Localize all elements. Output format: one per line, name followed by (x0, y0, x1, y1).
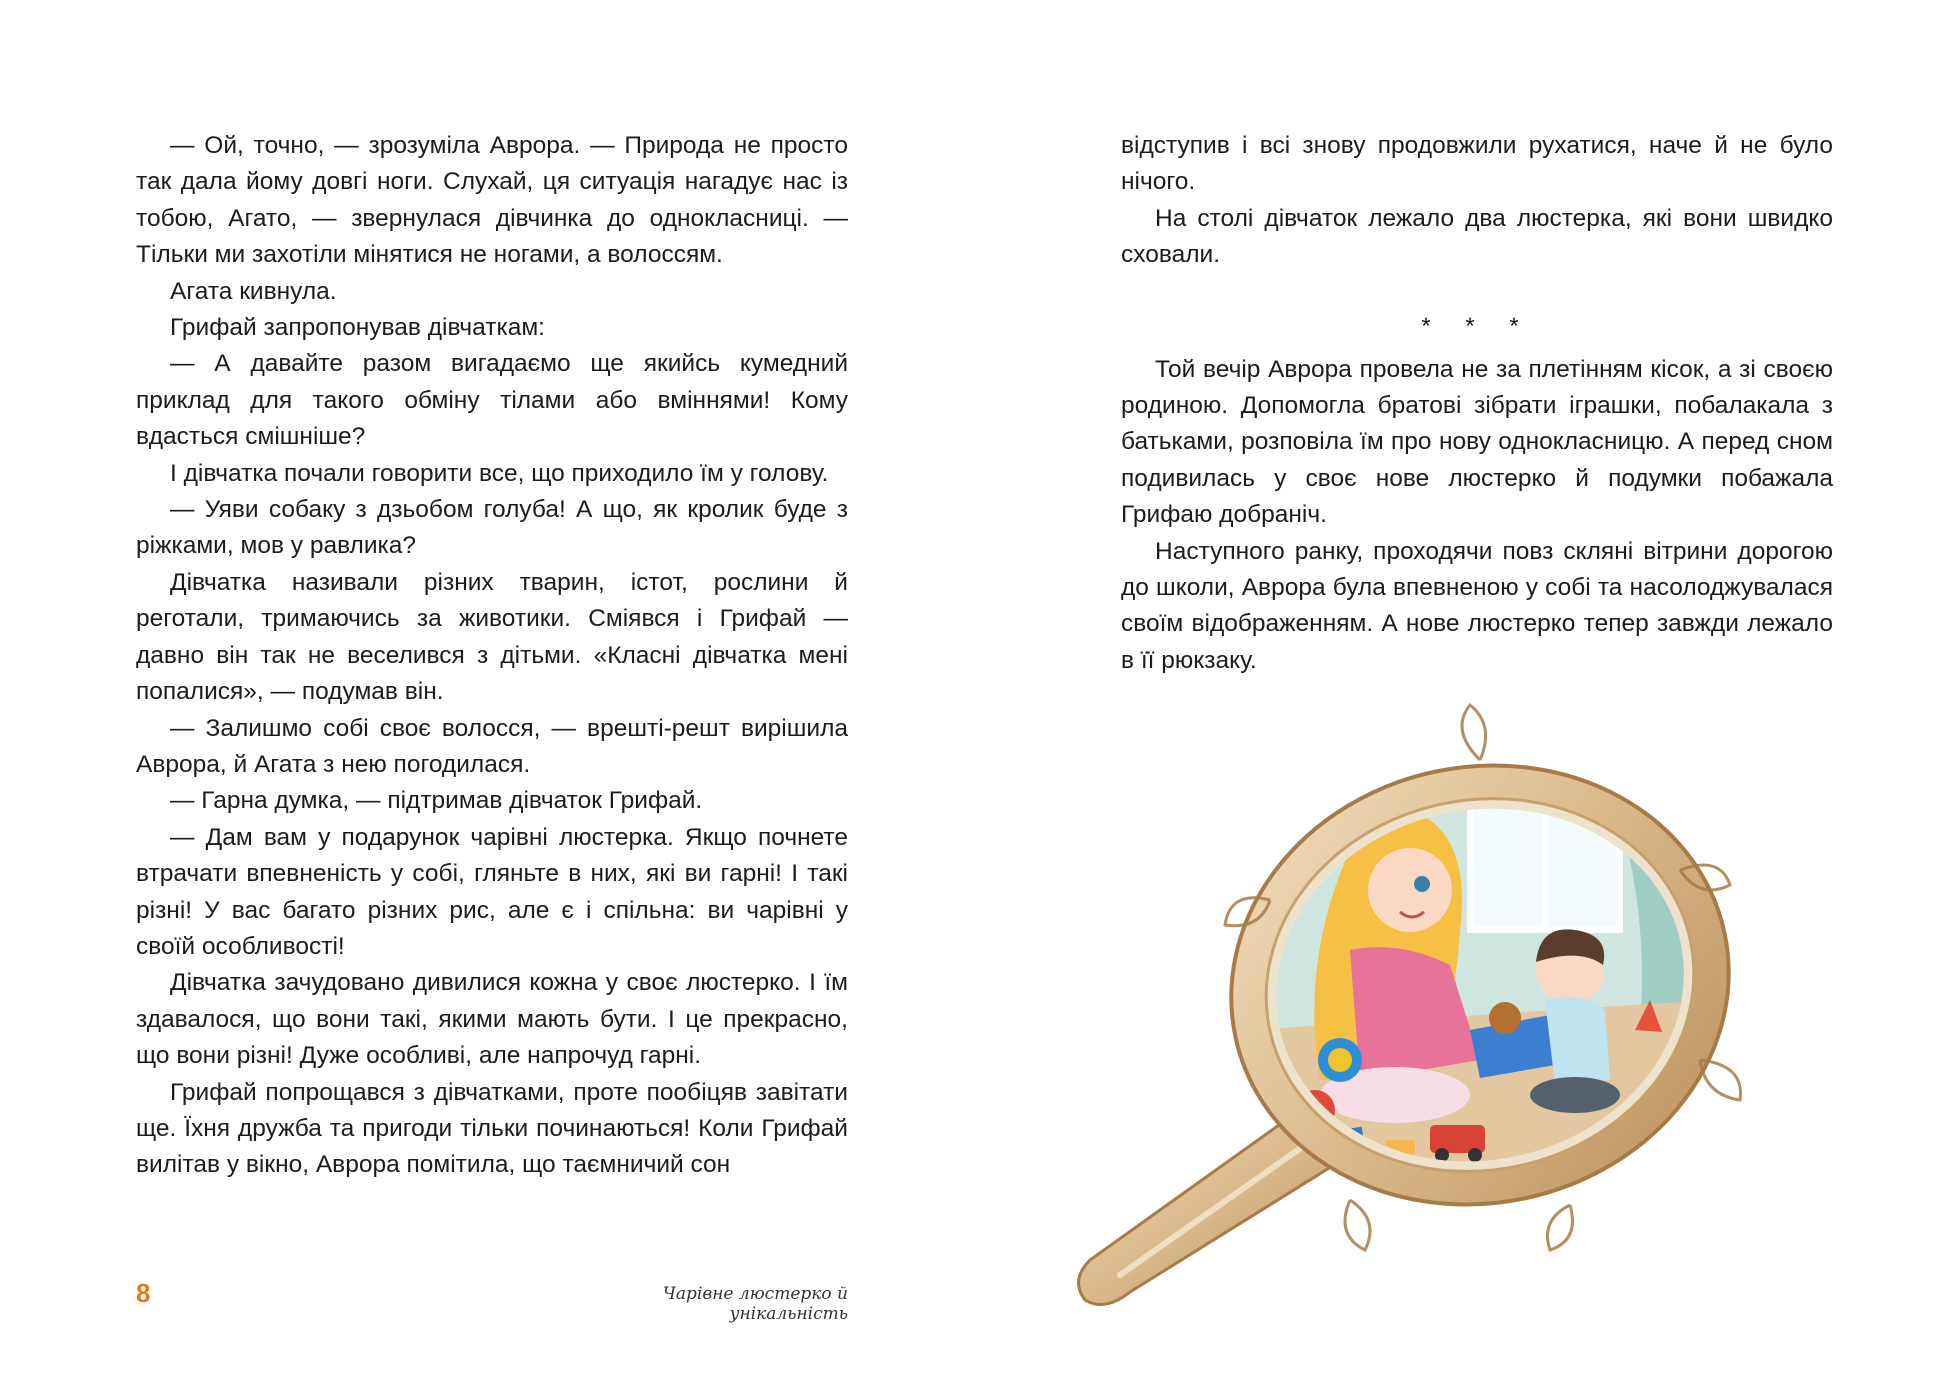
paragraph: Той вечір Аврора провела не за плетінням кісок, а зі своєю родиною. Допомогла братові зібрати іграшки, побалакала з батьками, розповіла їм про нову однокласницю. А перед сном подивилась у своє нове люстерко й подумки побажала Грифаю добраніч. (1121, 355, 1833, 529)
paragraph: — Уяви собаку з дзьобом голуба! А що, як кролик буде з ріжками, мов у равлика? (136, 496, 848, 560)
page-number: 8 (136, 1278, 151, 1308)
paragraph: відступив і всі знову продовжили рухатися, наче й не було нічого. (1121, 132, 1833, 196)
paragraph: На столі дівчаток лежало два люстерка, які вони швидко сховали. (1121, 204, 1833, 269)
paragraph: Дівчатка називали різних тварин, істот, рослини й реготали, тримаючись за животики. Сміявся і Грифай — давно він так не веселився з дітьми. «Класні дівчатка мені попалися», — подумав він. (136, 568, 848, 706)
paragraph: Грифай попрощався з дівчатками, проте пообіцяв завітати ще. Їхня дружба та пригоди тільки починаються! Коли Грифай вилітав у вікно, Аврора помітила, що таємничий сон (136, 1078, 848, 1179)
paragraph: Агата кивнула. (170, 277, 337, 305)
paragraph: — Дам вам у подарунок чарівні люстерка. Якщо почнете втрачати впевненість у собі, гляньте в них, які ви гарні! І такі різні! У вас багато різних рис, але є і спільна: ви чарівні у своїй особливості! (136, 823, 848, 960)
left-page-text (136, 128, 848, 1184)
paragraph: І дівчатка почали говорити все, що приходило їм у голову. (170, 459, 829, 487)
paragraph: Наступного ранку, проходячи повз скляні вітрини дорогою до школи, Аврора була впевненою у собі та насолоджувалася своїм відображенням. А нове люстерко тепер завжди лежало в її рюкзаку. (1121, 537, 1833, 674)
paragraph: — А давайте разом вигадаємо ще якийсь кумедний приклад для такого обміну тілами або вміннями! Кому вдасться смішніше? (136, 350, 848, 451)
paragraph: — Ой, точно, — зрозуміла Аврора. — Природа не просто так дала йому довгі ноги. Слухай, ця ситуація нагадує нас із тобою, Агато, — звернулася дівчинка до однокласниці. — Тільки ми захотіли мінятися не ногами, а волоссям. (136, 132, 848, 269)
paragraph: Грифай запропонував дівчаткам: (170, 314, 545, 342)
paragraph: Дівчатка зачудовано дивилися кожна у своє люстерко. І їм здавалося, що вони такі, якими мають бути. І це прекрасно, що вони різні! Дуже особливі, але напрочуд гарні. (136, 969, 848, 1070)
right-page-text (1121, 128, 1833, 679)
mirror-illustration (1050, 700, 1810, 1340)
paragraph: — Гарна думка, — підтримав дівчаток Грифай. (170, 787, 703, 815)
section-separator: * * * (1421, 312, 1533, 340)
running-title: Чарівне люстерко й унікальність (662, 1284, 848, 1324)
paragraph: — Залишмо собі своє волосся, — врешті-решт вирішила Аврора, й Агата з нею погодилася. (136, 714, 848, 778)
hand-mirror-icon (1050, 700, 1810, 1340)
